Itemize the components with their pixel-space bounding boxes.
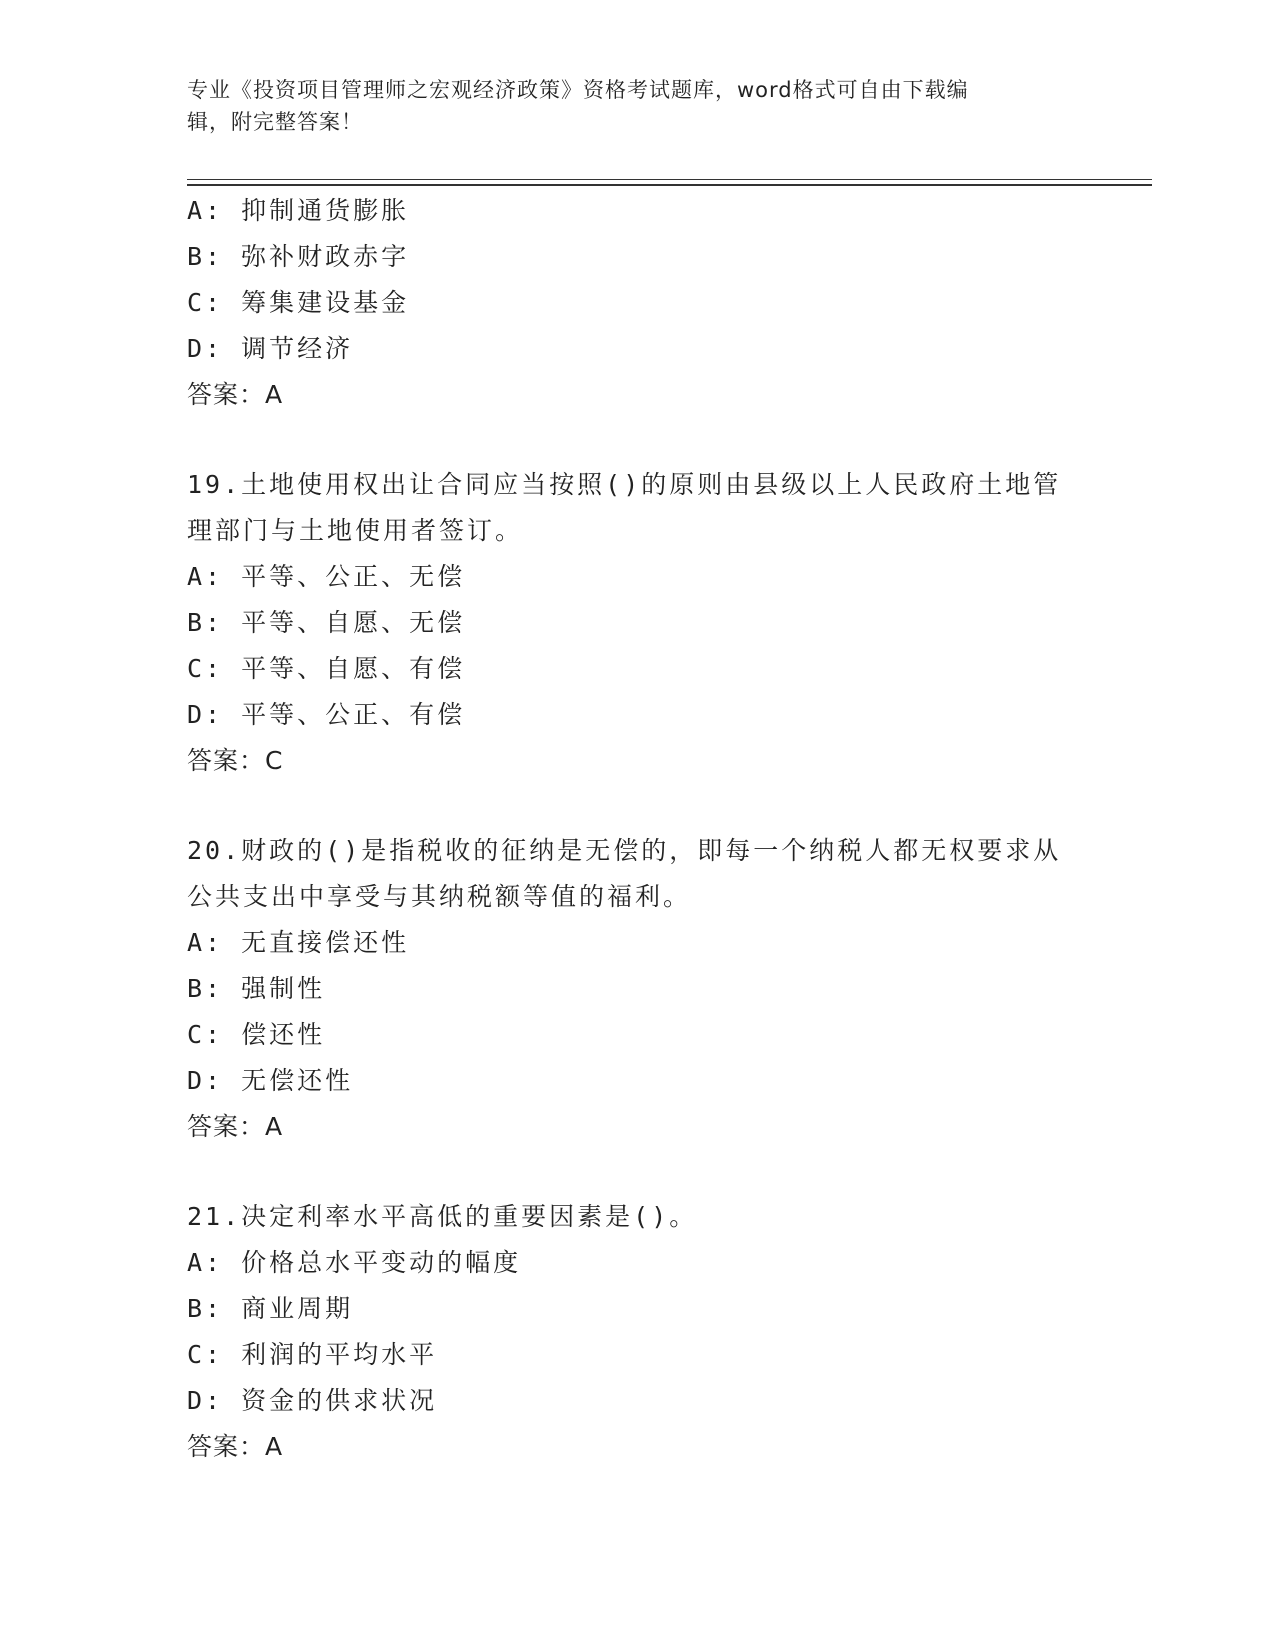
option-a: A: 抑制通货膨胀 <box>187 196 410 225</box>
option-c: C: 利润的平均水平 <box>187 1340 438 1369</box>
answer-line: 答案：A <box>187 1432 284 1461</box>
option-c: C: 偿还性 <box>187 1020 326 1049</box>
option-d: D: 平等、公正、有偿 <box>187 700 466 729</box>
header-divider-thick <box>187 184 1152 186</box>
document-header <box>187 74 1067 138</box>
option-b: B: 强制性 <box>187 974 326 1003</box>
header-line-2: 辑，附完整答案！ <box>187 110 363 134</box>
answer-line: 答案：A <box>187 380 284 409</box>
header-line-1: 专业《投资项目管理师之宏观经济政策》资格考试题库，word格式可自由下载编 <box>187 78 969 102</box>
question-stem-line-2: 理部门与土地使用者签订。 <box>187 516 524 545</box>
answer-line: 答案：C <box>187 746 284 775</box>
option-a: A: 价格总水平变动的幅度 <box>187 1248 522 1277</box>
question-list <box>187 188 1087 1470</box>
question-block-18 <box>187 188 1087 418</box>
question-block-21 <box>187 1194 1087 1470</box>
option-b: B: 商业周期 <box>187 1294 354 1323</box>
answer-line: 答案：A <box>187 1112 284 1141</box>
header-divider-thin <box>187 179 1152 180</box>
question-stem-line-1: 21.决定利率水平高低的重要因素是()。 <box>187 1202 698 1231</box>
option-b: B: 弥补财政赤字 <box>187 242 410 271</box>
option-d: D: 无偿还性 <box>187 1066 354 1095</box>
option-c: C: 筹集建设基金 <box>187 288 410 317</box>
option-a: A: 平等、公正、无偿 <box>187 562 466 591</box>
question-stem-line-1: 20.财政的()是指税收的征纳是无偿的，即每一个纳税人都无权要求从 <box>187 836 1062 865</box>
option-b: B: 平等、自愿、无偿 <box>187 608 466 637</box>
question-block-20 <box>187 828 1087 1150</box>
option-d: D: 调节经济 <box>187 334 354 363</box>
question-stem-line-2: 公共支出中享受与其纳税额等值的福利。 <box>187 882 692 911</box>
option-a: A: 无直接偿还性 <box>187 928 410 957</box>
option-d: D: 资金的供求状况 <box>187 1386 438 1415</box>
question-stem-line-1: 19.土地使用权出让合同应当按照()的原则由县级以上人民政府土地管 <box>187 470 1062 499</box>
option-c: C: 平等、自愿、有偿 <box>187 654 466 683</box>
question-block-19 <box>187 462 1087 784</box>
